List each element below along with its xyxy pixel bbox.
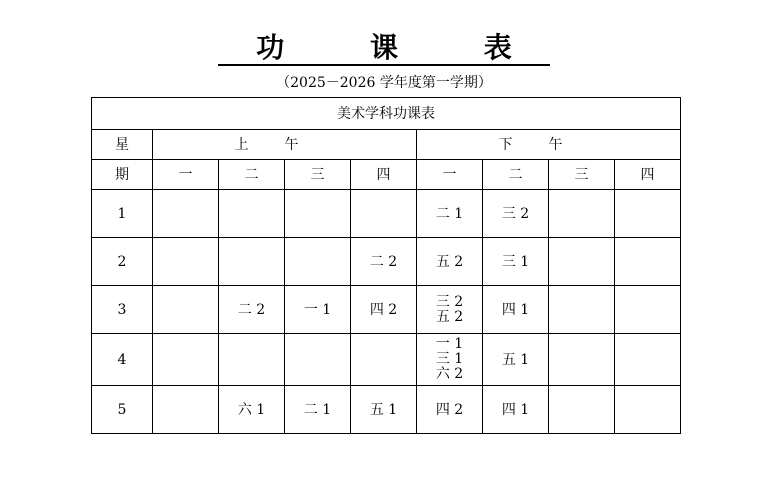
- table-row: [92, 190, 681, 238]
- class-cell: [417, 238, 483, 286]
- class-cell: [285, 386, 351, 434]
- class-cell: [549, 334, 615, 386]
- class-cell: [351, 386, 417, 434]
- day-number: 4: [92, 334, 153, 386]
- class-cell: [219, 386, 285, 434]
- class-cell: [483, 386, 549, 434]
- period-header: 一: [153, 160, 219, 190]
- class-entry: 二 1: [435, 205, 464, 222]
- day-number: 1: [92, 190, 153, 238]
- table-row: [92, 238, 681, 286]
- weekday-header-bottom: 期: [92, 160, 153, 190]
- class-cell: [483, 286, 549, 334]
- class-entry: 五 2: [435, 253, 464, 270]
- class-cell: [153, 386, 219, 434]
- page-title: 功 课 表: [218, 31, 550, 66]
- class-entry: 二 2: [237, 301, 266, 318]
- class-entry: 一 1: [435, 336, 464, 352]
- class-cell: [285, 190, 351, 238]
- class-cell: [615, 286, 681, 334]
- class-entry: 二 1: [303, 401, 332, 418]
- class-entry: 四 2: [435, 401, 464, 418]
- class-cell: [351, 334, 417, 386]
- class-cell: [483, 238, 549, 286]
- day-number: 5: [92, 386, 153, 434]
- page-title-wrap: [0, 30, 768, 66]
- class-entry: 三 1: [435, 351, 464, 367]
- class-cell: [219, 286, 285, 334]
- class-cell: [483, 334, 549, 386]
- class-entry: 五 1: [369, 401, 398, 418]
- class-entry: 五 2: [435, 308, 464, 325]
- class-cell: [615, 386, 681, 434]
- class-cell: [549, 286, 615, 334]
- class-cell: [153, 334, 219, 386]
- period-header: 四: [615, 160, 681, 190]
- class-cell: [285, 286, 351, 334]
- class-entry: 四 1: [501, 301, 530, 318]
- weekday-header-top: 星: [92, 130, 153, 160]
- class-entry: 六 2: [435, 366, 464, 382]
- class-entry: 三 2: [501, 205, 530, 222]
- class-cell: [153, 286, 219, 334]
- table-row: [92, 286, 681, 334]
- day-number: 2: [92, 238, 153, 286]
- class-cell: [351, 190, 417, 238]
- class-cell: [351, 238, 417, 286]
- class-cell: [549, 190, 615, 238]
- class-cell: [615, 238, 681, 286]
- class-entry: 三 1: [501, 253, 530, 270]
- class-entry: 五 1: [501, 351, 530, 368]
- class-cell: [549, 386, 615, 434]
- class-cell: [285, 334, 351, 386]
- class-cell: [417, 190, 483, 238]
- class-entry: 四 2: [369, 301, 398, 318]
- class-cell: [615, 190, 681, 238]
- afternoon-header: 下午: [417, 130, 681, 160]
- class-entry: 四 1: [501, 401, 530, 418]
- term-subtitle: （2025－2026 学年度第一学期）: [276, 75, 492, 91]
- table-caption: 美术学科功课表: [92, 98, 681, 130]
- class-entry: 三 2: [435, 293, 464, 310]
- timetable: [91, 97, 681, 434]
- morning-header: 上午: [153, 130, 417, 160]
- period-header: 一: [417, 160, 483, 190]
- class-cell: [483, 190, 549, 238]
- period-header: 三: [549, 160, 615, 190]
- class-cell: [219, 238, 285, 286]
- period-header: 二: [483, 160, 549, 190]
- class-entry: 一 1: [303, 301, 332, 318]
- class-cell: [219, 190, 285, 238]
- class-cell: [219, 334, 285, 386]
- class-entry: 二 2: [369, 253, 398, 270]
- period-header: 二: [219, 160, 285, 190]
- class-cell: [153, 190, 219, 238]
- class-cell: [153, 238, 219, 286]
- day-number: 3: [92, 286, 153, 334]
- table-row: [92, 386, 681, 434]
- period-header: 三: [285, 160, 351, 190]
- class-entry: 六 1: [237, 401, 266, 418]
- table-row: [92, 334, 681, 386]
- class-cell: [615, 334, 681, 386]
- class-cell: [417, 386, 483, 434]
- class-cell: [417, 334, 483, 386]
- period-header: 四: [351, 160, 417, 190]
- class-cell: [351, 286, 417, 334]
- class-cell: [417, 286, 483, 334]
- class-cell: [549, 238, 615, 286]
- class-cell: [285, 238, 351, 286]
